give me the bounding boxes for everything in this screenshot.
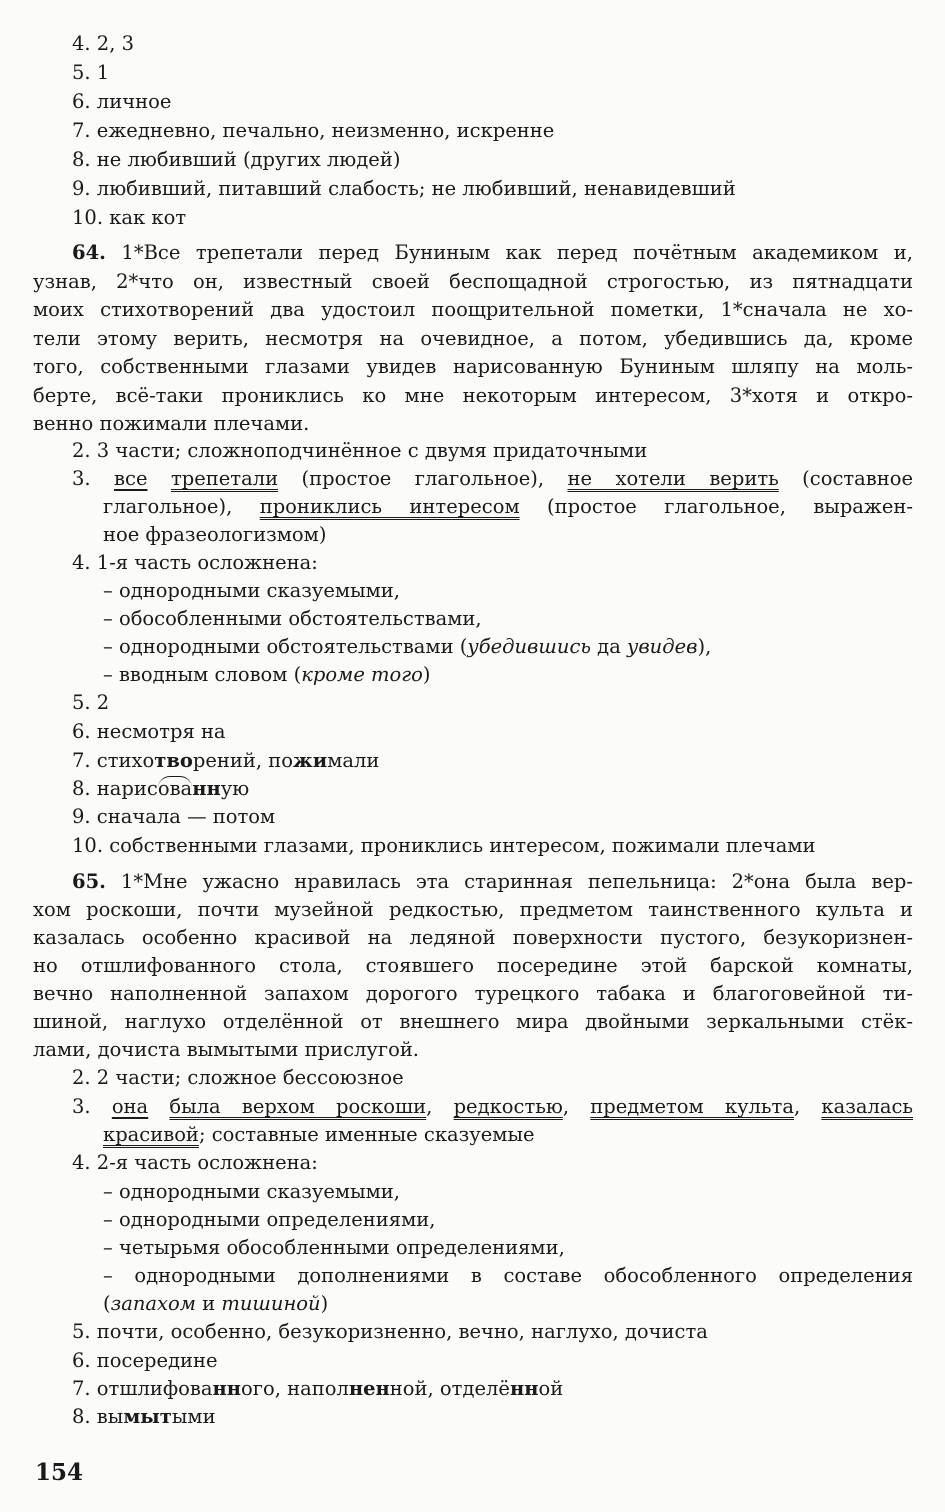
text: запахом bbox=[110, 1292, 196, 1315]
answer-line: ное фразеологизмом) bbox=[103, 523, 327, 546]
text: ), bbox=[697, 635, 712, 658]
answer-line bbox=[72, 465, 913, 493]
text: жи bbox=[293, 749, 328, 772]
task64-line-3: моих стихотворений два удостоил поощрительной пометки, 1*сначала не хо- bbox=[33, 298, 913, 321]
text: ( bbox=[103, 1292, 111, 1315]
answer-line: – однородными сказуемыми, bbox=[103, 579, 400, 602]
page-number: 154 bbox=[35, 1459, 84, 1486]
task64-line-2: узнав, 2*что он, известный своей беспощадной строгостью, из пятнадцати bbox=[33, 270, 913, 293]
answer-line: 5. почти, особенно, безукоризненно, вечно, наглухо, дочиста bbox=[72, 1320, 708, 1343]
text: кроме того bbox=[301, 663, 423, 686]
text: ыми bbox=[171, 1405, 216, 1428]
subject: все bbox=[114, 467, 148, 490]
text: ) bbox=[422, 663, 431, 686]
predicate: трепетали bbox=[170, 467, 279, 490]
answer-line bbox=[72, 1403, 216, 1431]
text: рений, по bbox=[192, 749, 294, 772]
answer-line: – обособленными обстоятельствами, bbox=[103, 607, 482, 630]
answer-line: – однородными определениями, bbox=[103, 1208, 436, 1231]
task-number: 65. bbox=[72, 870, 106, 893]
answer-line: 4. 2-я часть осложнена: bbox=[72, 1151, 318, 1174]
task64-line-1 bbox=[72, 239, 913, 267]
answer-line: 3. она была верхом роскоши, редкостью, предметом культа, казалась bbox=[72, 1095, 914, 1118]
text: 7. отшлифова bbox=[72, 1377, 213, 1400]
task64-line-4: тели этому верить, несмотря на очевидное, а потом, убедившись да, кроме bbox=[33, 327, 913, 350]
answer-line bbox=[72, 1375, 563, 1403]
task65-line-3: казалась особенно красивой на ледяной поверхности пустого, безукоризнен- bbox=[33, 926, 913, 949]
task64-line-6: берте, всё-таки прониклись ко мне некоторым интересом, 3*хотя и откро- bbox=[33, 384, 913, 407]
task65-line-4: но отшлифованного стола, стоявшего посередине этой барской комнаты, bbox=[33, 954, 913, 977]
answer-line bbox=[72, 747, 379, 775]
task65-line-7: лами, дочиста вымытыми прислугой. bbox=[33, 1038, 420, 1061]
answer-line: 10. как кот bbox=[72, 206, 187, 229]
text: нен bbox=[348, 1377, 390, 1400]
answer-line: – однородными дополнениями в составе обособленного определения bbox=[103, 1264, 913, 1287]
text: ой bbox=[538, 1377, 564, 1400]
text: увидев bbox=[627, 635, 698, 658]
predicate: прониклись интересом bbox=[259, 495, 520, 518]
text: тво bbox=[154, 749, 193, 772]
text: убедившись bbox=[467, 635, 591, 658]
task65-line-2: хом роскоши, почти музейной редкостью, предметом таинственного культа и bbox=[33, 898, 913, 921]
predicate: красивой bbox=[103, 1123, 199, 1146]
text: 8. вы bbox=[72, 1405, 124, 1428]
suffix-mark: ова bbox=[157, 777, 193, 800]
text: (простое глагольное), bbox=[301, 467, 545, 490]
task65-line-6: шиной, наглухо отделённой от внешнего мира двойными зеркальными стёк- bbox=[33, 1010, 913, 1033]
answer-line: 2. 2 части; сложное бессоюзное bbox=[72, 1066, 404, 1089]
answer-number: 3. bbox=[72, 1095, 91, 1118]
answer-line: 6. посередине bbox=[72, 1349, 218, 1372]
text: нн bbox=[192, 777, 221, 800]
answer-line: 6. личное bbox=[72, 90, 172, 113]
text: (простое глагольное, выражен- bbox=[547, 495, 913, 518]
answer-line: 10. собственными глазами, прониклись интересом, пожимали плечами bbox=[72, 834, 816, 857]
answer-line: 6. несмотря на bbox=[72, 720, 226, 743]
predicate: редкостью bbox=[453, 1095, 563, 1118]
text: нн bbox=[509, 1377, 539, 1400]
predicate: не хотели верить bbox=[567, 467, 779, 490]
text: (составное bbox=[802, 467, 914, 490]
answer-line: 5. 2 bbox=[72, 691, 110, 714]
task64-line-5: того, собственными глазами увидев нарисованную Буниным шляпу на моль- bbox=[33, 355, 913, 378]
text: ; составные именные сказуемые bbox=[198, 1123, 535, 1146]
answer-line: 4. 1-я часть осложнена: bbox=[72, 551, 318, 574]
predicate: была верхом роскоши bbox=[169, 1095, 427, 1118]
text: – однородными обстоятельствами ( bbox=[103, 635, 468, 658]
subject: она bbox=[111, 1095, 149, 1118]
text: ) bbox=[320, 1292, 329, 1315]
text: да bbox=[590, 635, 628, 658]
answer-line: 8. не любивший (других людей) bbox=[72, 148, 401, 171]
answer-number: 3. bbox=[72, 467, 91, 490]
text: ую bbox=[220, 777, 250, 800]
predicate: казалась bbox=[821, 1095, 914, 1118]
text: ной, отделё bbox=[389, 1377, 510, 1400]
text: тишиной bbox=[221, 1292, 321, 1315]
answer-line: 9. любивший, питавший слабость; не любивший, ненавидевший bbox=[72, 177, 736, 200]
text: глагольное), bbox=[103, 495, 233, 518]
answer-line bbox=[103, 661, 431, 689]
text: – вводным словом ( bbox=[103, 663, 302, 686]
answer-line bbox=[103, 1121, 535, 1149]
answer-line: – четырьмя обособленными определениями, bbox=[103, 1236, 565, 1259]
answer-line: 2. 3 части; сложноподчинённое с двумя придаточными bbox=[72, 439, 648, 462]
answer-line bbox=[103, 493, 913, 521]
text: 8. нарис bbox=[72, 777, 158, 800]
text: и bbox=[195, 1292, 222, 1315]
task64-line-7: венно пожимали плечами. bbox=[33, 412, 310, 435]
answer-line bbox=[103, 633, 711, 661]
task-number: 64. bbox=[72, 241, 106, 264]
text: мали bbox=[327, 749, 380, 772]
answer-line: – однородными сказуемыми, bbox=[103, 1180, 400, 1203]
task-text: 1*Мне ужасно нравилась эта старинная пепельница: 2*она была вер- bbox=[120, 870, 913, 893]
text: ого, напол bbox=[241, 1377, 349, 1400]
answer-line: 7. ежедневно, печально, неизменно, искренне bbox=[72, 119, 555, 142]
predicate: предметом культа bbox=[590, 1095, 794, 1118]
task65-line-5: вечно наполненной запахом дорогого турецкого табака и благоговейной ти- bbox=[33, 982, 913, 1005]
answer-line bbox=[72, 775, 249, 803]
task-text: 1*Все трепетали перед Буниным как перед почётным академиком и, bbox=[121, 241, 913, 264]
answer-line: 9. сначала — потом bbox=[72, 805, 276, 828]
answer-line: 4. 2, 3 bbox=[72, 32, 135, 55]
answer-line: 5. 1 bbox=[72, 61, 110, 84]
text: нн bbox=[212, 1377, 241, 1400]
text: мыт bbox=[123, 1405, 172, 1428]
text: 7. стихо bbox=[72, 749, 155, 772]
task65-line-1 bbox=[72, 868, 913, 896]
answer-line bbox=[103, 1290, 328, 1318]
